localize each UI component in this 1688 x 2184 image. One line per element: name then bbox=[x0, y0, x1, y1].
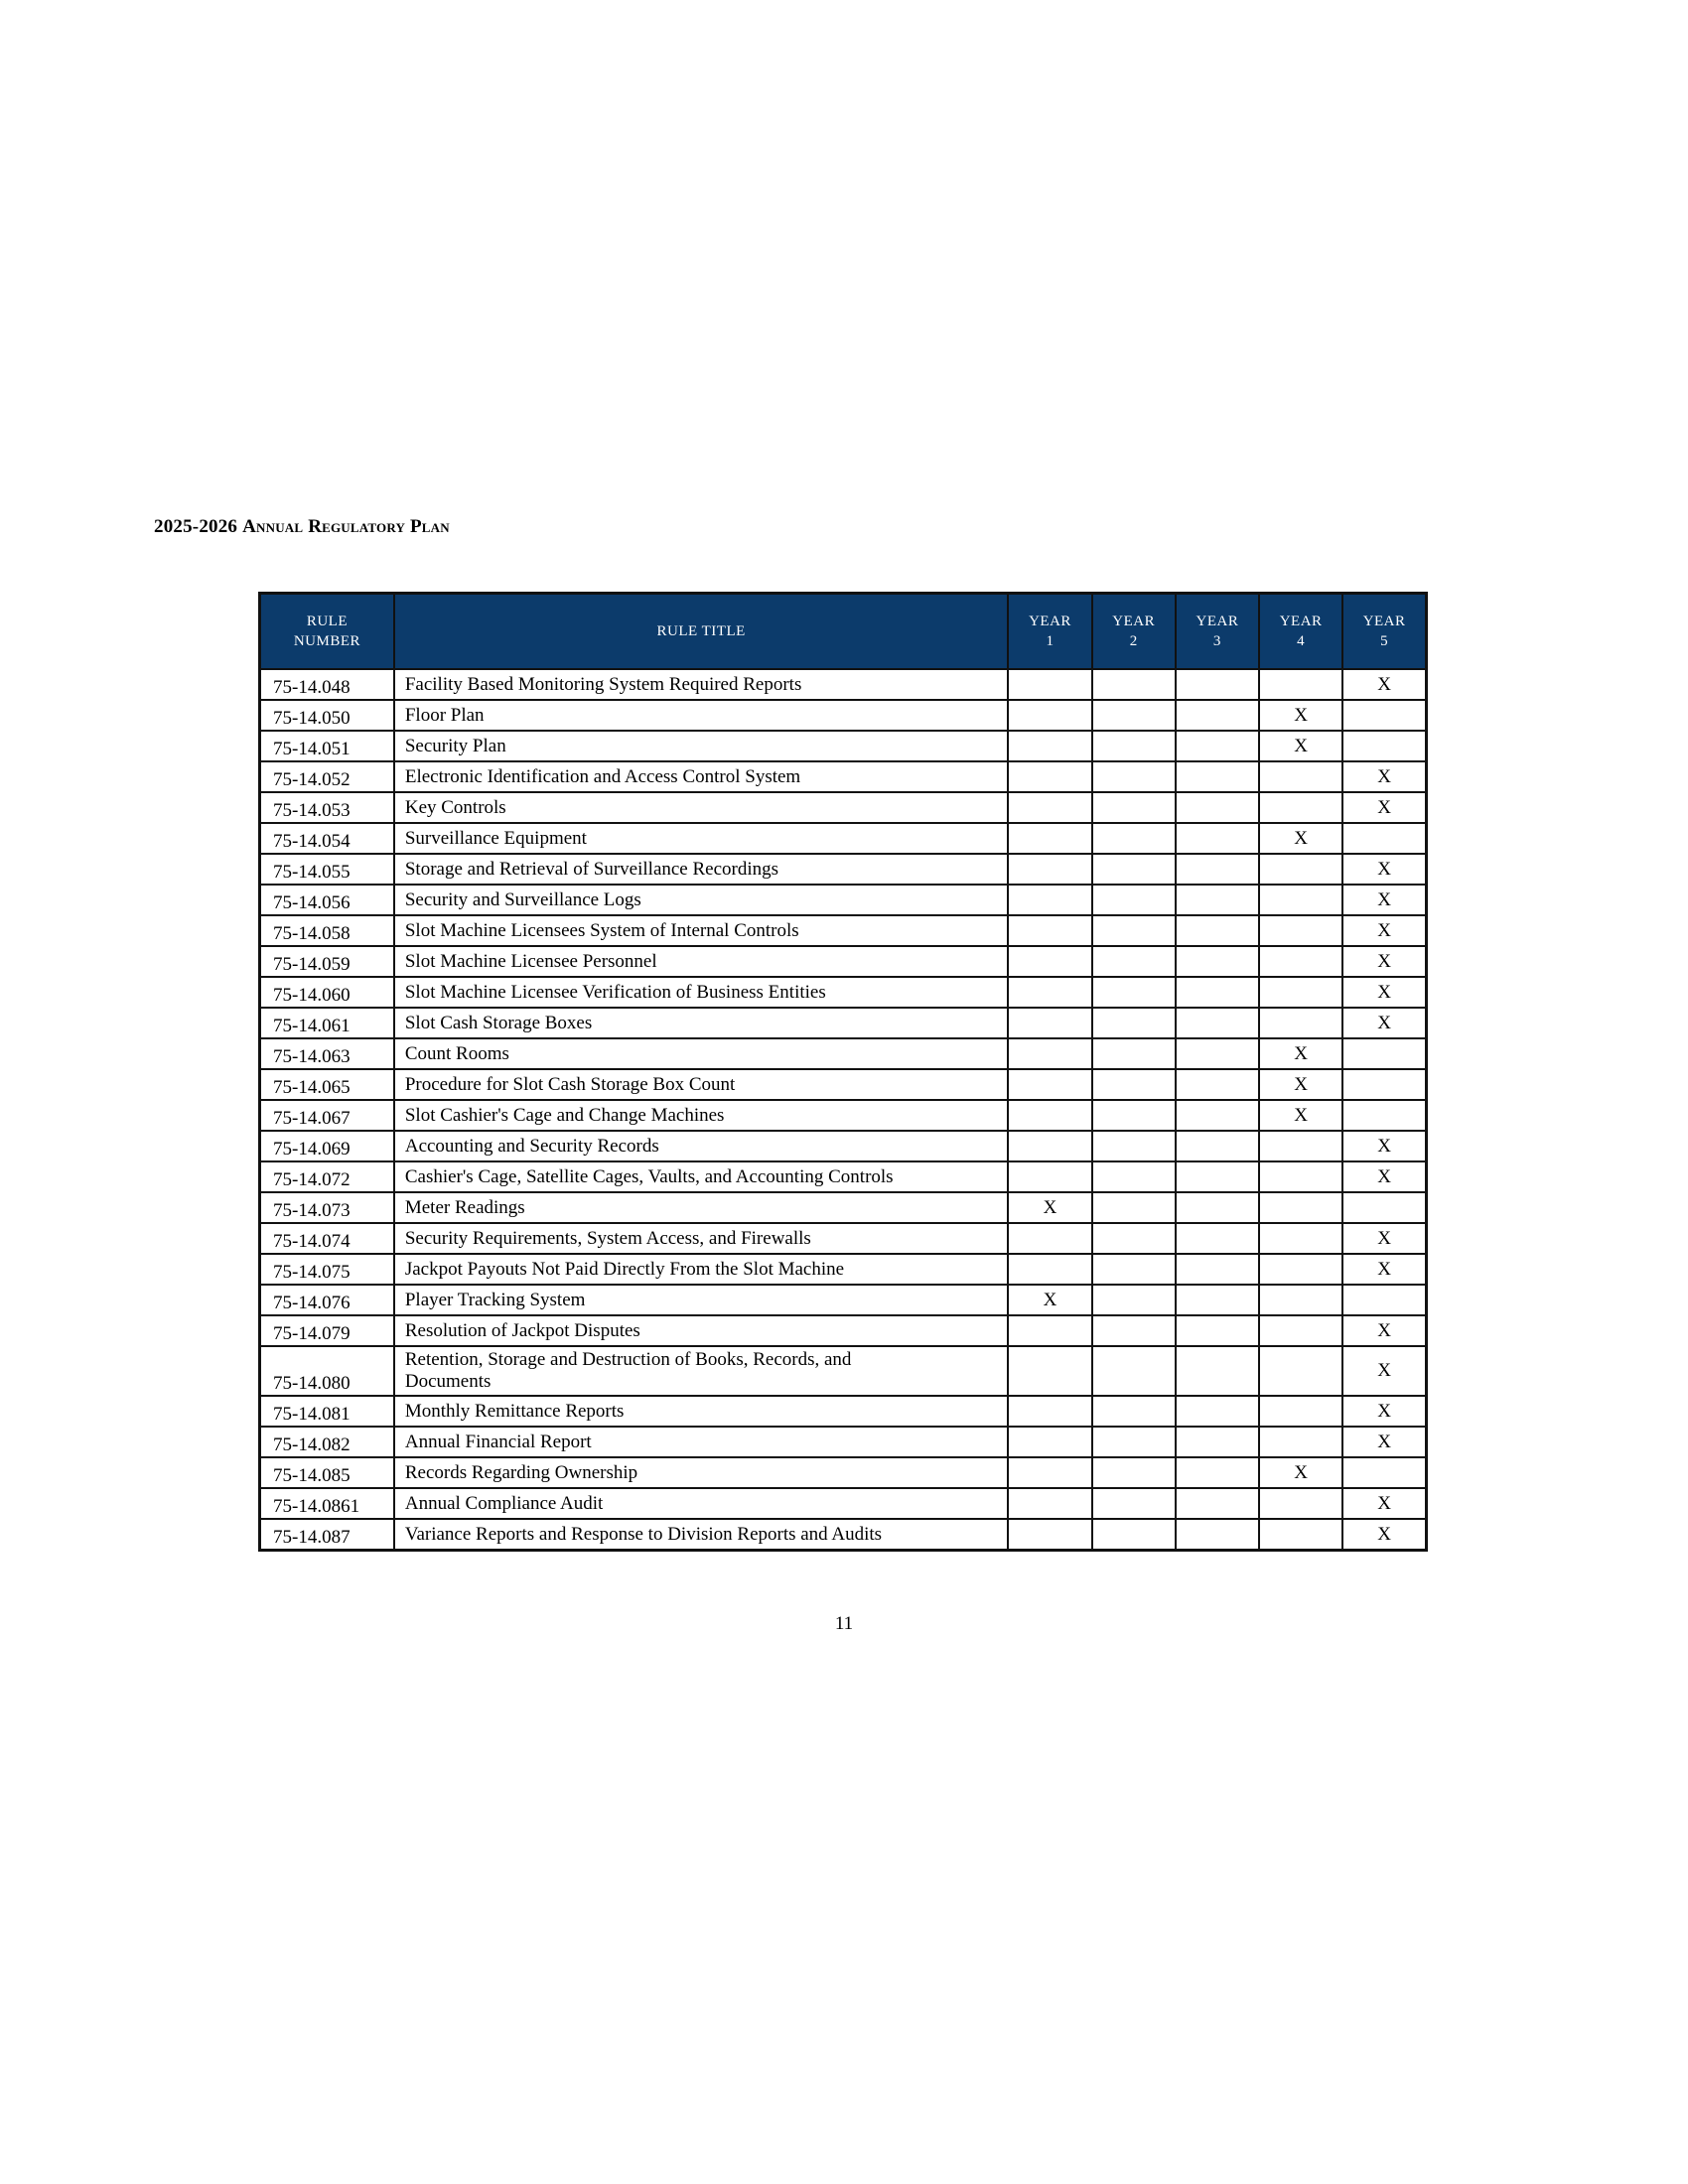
year-4-cell bbox=[1259, 1315, 1342, 1346]
rule-title-cell: Slot Cash Storage Boxes bbox=[394, 1008, 1009, 1038]
year-4-cell bbox=[1259, 885, 1342, 915]
year-1-cell: X bbox=[1008, 1285, 1091, 1315]
year-3-cell bbox=[1176, 1519, 1259, 1551]
year-4-cell: X bbox=[1259, 1100, 1342, 1131]
year-5-cell: X bbox=[1342, 669, 1426, 700]
table-row bbox=[260, 1457, 1427, 1488]
year-3-cell bbox=[1176, 1488, 1259, 1519]
table-row bbox=[260, 1315, 1427, 1346]
year-4-cell: X bbox=[1259, 1038, 1342, 1069]
year-4-cell bbox=[1259, 1427, 1342, 1457]
year-5-cell: X bbox=[1342, 1488, 1426, 1519]
year-2-cell bbox=[1092, 1161, 1176, 1192]
year-4-cell bbox=[1259, 1285, 1342, 1315]
header-title: Annual Regulatory Plan bbox=[242, 516, 450, 537]
rule-number-cell: 75-14.067 bbox=[260, 1100, 394, 1131]
rule-title-cell: Security Plan bbox=[394, 731, 1009, 761]
year-4-cell: X bbox=[1259, 1069, 1342, 1100]
year-5-cell bbox=[1342, 1038, 1426, 1069]
year-1-cell bbox=[1008, 1131, 1091, 1161]
rule-title-cell: Count Rooms bbox=[394, 1038, 1009, 1069]
year-3-cell bbox=[1176, 700, 1259, 731]
year-1-cell bbox=[1008, 885, 1091, 915]
rule-title-cell: Accounting and Security Records bbox=[394, 1131, 1009, 1161]
rule-number-cell: 75-14.061 bbox=[260, 1008, 394, 1038]
rule-title-cell: Player Tracking System bbox=[394, 1285, 1009, 1315]
year-2-cell bbox=[1092, 1457, 1176, 1488]
year-4-cell: X bbox=[1259, 731, 1342, 761]
table-row bbox=[260, 1488, 1427, 1519]
rule-number-cell: 75-14.072 bbox=[260, 1161, 394, 1192]
year-2-cell bbox=[1092, 731, 1176, 761]
table-row bbox=[260, 792, 1427, 823]
col-header-rule-number: RULE NUMBER bbox=[260, 594, 394, 670]
year-2-cell bbox=[1092, 1488, 1176, 1519]
rule-number-cell: 75-14.080 bbox=[260, 1346, 394, 1396]
year-2-cell bbox=[1092, 977, 1176, 1008]
year-2-cell bbox=[1092, 1038, 1176, 1069]
rule-title-cell: Monthly Remittance Reports bbox=[394, 1396, 1009, 1427]
table-row bbox=[260, 977, 1427, 1008]
year-3-cell bbox=[1176, 1223, 1259, 1254]
table-row bbox=[260, 1396, 1427, 1427]
year-2-cell bbox=[1092, 1223, 1176, 1254]
year-4-cell bbox=[1259, 854, 1342, 885]
year-5-cell: X bbox=[1342, 1254, 1426, 1285]
year-5-cell: X bbox=[1342, 1223, 1426, 1254]
rule-number-cell: 75-14.074 bbox=[260, 1223, 394, 1254]
rule-number-cell: 75-14.081 bbox=[260, 1396, 394, 1427]
col-header-year-3: YEAR 3 bbox=[1176, 594, 1259, 670]
year-1-cell bbox=[1008, 1069, 1091, 1100]
year-1-cell bbox=[1008, 1396, 1091, 1427]
year-5-cell: X bbox=[1342, 1131, 1426, 1161]
rule-title-cell: Storage and Retrieval of Surveillance Recordings bbox=[394, 854, 1009, 885]
year-5-cell: X bbox=[1342, 792, 1426, 823]
year-3-cell bbox=[1176, 1192, 1259, 1223]
rule-number-cell: 75-14.076 bbox=[260, 1285, 394, 1315]
table-row bbox=[260, 761, 1427, 792]
year-3-cell bbox=[1176, 1457, 1259, 1488]
year-5-cell: X bbox=[1342, 946, 1426, 977]
year-3-cell bbox=[1176, 977, 1259, 1008]
col-header-year-1: YEAR 1 bbox=[1008, 594, 1091, 670]
year-3-cell bbox=[1176, 823, 1259, 854]
year-5-cell bbox=[1342, 1192, 1426, 1223]
year-2-cell bbox=[1092, 1131, 1176, 1161]
year-1-cell bbox=[1008, 1161, 1091, 1192]
year-2-cell bbox=[1092, 1254, 1176, 1285]
year-3-cell bbox=[1176, 854, 1259, 885]
rule-title-cell: Key Controls bbox=[394, 792, 1009, 823]
year-5-cell bbox=[1342, 731, 1426, 761]
rule-number-cell: 75-14.051 bbox=[260, 731, 394, 761]
year-4-cell bbox=[1259, 1396, 1342, 1427]
year-1-cell bbox=[1008, 1254, 1091, 1285]
rule-number-cell: 75-14.052 bbox=[260, 761, 394, 792]
year-4-cell bbox=[1259, 977, 1342, 1008]
year-1-cell bbox=[1008, 731, 1091, 761]
rule-title-cell: Variance Reports and Response to Division Reports and Audits bbox=[394, 1519, 1009, 1551]
year-4-cell bbox=[1259, 761, 1342, 792]
year-5-cell bbox=[1342, 1457, 1426, 1488]
table-row bbox=[260, 669, 1427, 700]
year-5-cell: X bbox=[1342, 1008, 1426, 1038]
table-row bbox=[260, 1427, 1427, 1457]
year-4-cell bbox=[1259, 946, 1342, 977]
year-2-cell bbox=[1092, 1285, 1176, 1315]
year-2-cell bbox=[1092, 1100, 1176, 1131]
rule-title-cell: Slot Cashier's Cage and Change Machines bbox=[394, 1100, 1009, 1131]
year-4-cell bbox=[1259, 1131, 1342, 1161]
year-3-cell bbox=[1176, 1161, 1259, 1192]
year-1-cell bbox=[1008, 1457, 1091, 1488]
year-5-cell: X bbox=[1342, 1519, 1426, 1551]
year-2-cell bbox=[1092, 761, 1176, 792]
col-header-rule-title: RULE TITLE bbox=[394, 594, 1009, 670]
rule-number-cell: 75-14.056 bbox=[260, 885, 394, 915]
year-4-cell bbox=[1259, 1223, 1342, 1254]
table-row bbox=[260, 1100, 1427, 1131]
rule-title-cell: Retention, Storage and Destruction of Books, Records, and Documents bbox=[394, 1346, 1009, 1396]
rule-number-cell: 75-14.059 bbox=[260, 946, 394, 977]
year-3-cell bbox=[1176, 1285, 1259, 1315]
table-row bbox=[260, 1038, 1427, 1069]
table-header-row bbox=[260, 594, 1427, 670]
year-1-cell bbox=[1008, 915, 1091, 946]
rule-title-cell: Records Regarding Ownership bbox=[394, 1457, 1009, 1488]
year-2-cell bbox=[1092, 1008, 1176, 1038]
year-4-cell bbox=[1259, 792, 1342, 823]
year-4-cell bbox=[1259, 1161, 1342, 1192]
rule-title-cell: Procedure for Slot Cash Storage Box Count bbox=[394, 1069, 1009, 1100]
year-2-cell bbox=[1092, 792, 1176, 823]
year-3-cell bbox=[1176, 915, 1259, 946]
year-2-cell bbox=[1092, 1346, 1176, 1396]
rule-title-cell: Facility Based Monitoring System Required Reports bbox=[394, 669, 1009, 700]
year-3-cell bbox=[1176, 1315, 1259, 1346]
year-3-cell bbox=[1176, 946, 1259, 977]
year-1-cell bbox=[1008, 1100, 1091, 1131]
rule-number-cell: 75-14.087 bbox=[260, 1519, 394, 1551]
year-2-cell bbox=[1092, 854, 1176, 885]
rule-number-cell: 75-14.075 bbox=[260, 1254, 394, 1285]
year-5-cell: X bbox=[1342, 761, 1426, 792]
table-row bbox=[260, 915, 1427, 946]
regulatory-plan-table bbox=[258, 592, 1428, 1552]
year-1-cell bbox=[1008, 1427, 1091, 1457]
year-3-cell bbox=[1176, 792, 1259, 823]
year-4-cell bbox=[1259, 915, 1342, 946]
year-1-cell bbox=[1008, 977, 1091, 1008]
year-3-cell bbox=[1176, 761, 1259, 792]
year-2-cell bbox=[1092, 946, 1176, 977]
col-header-year-5: YEAR 5 bbox=[1342, 594, 1426, 670]
year-1-cell bbox=[1008, 669, 1091, 700]
year-5-cell bbox=[1342, 823, 1426, 854]
year-5-cell: X bbox=[1342, 854, 1426, 885]
year-1-cell: X bbox=[1008, 1192, 1091, 1223]
rule-title-cell: Surveillance Equipment bbox=[394, 823, 1009, 854]
year-1-cell bbox=[1008, 854, 1091, 885]
year-2-cell bbox=[1092, 823, 1176, 854]
year-2-cell bbox=[1092, 1315, 1176, 1346]
rule-number-cell: 75-14.065 bbox=[260, 1069, 394, 1100]
header-year: 2025-2026 bbox=[154, 516, 238, 537]
table-row bbox=[260, 1519, 1427, 1551]
table-row bbox=[260, 885, 1427, 915]
table-row bbox=[260, 854, 1427, 885]
year-4-cell bbox=[1259, 1346, 1342, 1396]
year-3-cell bbox=[1176, 669, 1259, 700]
year-4-cell bbox=[1259, 1008, 1342, 1038]
year-3-cell bbox=[1176, 1346, 1259, 1396]
year-3-cell bbox=[1176, 1427, 1259, 1457]
rule-number-cell: 75-14.048 bbox=[260, 669, 394, 700]
year-2-cell bbox=[1092, 669, 1176, 700]
table-row bbox=[260, 1161, 1427, 1192]
year-3-cell bbox=[1176, 1008, 1259, 1038]
year-5-cell bbox=[1342, 1100, 1426, 1131]
year-5-cell: X bbox=[1342, 1396, 1426, 1427]
year-5-cell: X bbox=[1342, 1161, 1426, 1192]
year-1-cell bbox=[1008, 700, 1091, 731]
col-header-year-4: YEAR 4 bbox=[1259, 594, 1342, 670]
year-4-cell bbox=[1259, 1519, 1342, 1551]
year-5-cell: X bbox=[1342, 977, 1426, 1008]
rule-title-cell: Electronic Identification and Access Control System bbox=[394, 761, 1009, 792]
rule-number-cell: 75-14.053 bbox=[260, 792, 394, 823]
year-1-cell bbox=[1008, 1315, 1091, 1346]
page-header bbox=[154, 516, 450, 538]
year-5-cell bbox=[1342, 1285, 1426, 1315]
year-5-cell: X bbox=[1342, 885, 1426, 915]
col-header-year-2: YEAR 2 bbox=[1092, 594, 1176, 670]
year-4-cell bbox=[1259, 1254, 1342, 1285]
year-3-cell bbox=[1176, 731, 1259, 761]
rule-title-cell: Annual Financial Report bbox=[394, 1427, 1009, 1457]
year-5-cell bbox=[1342, 1069, 1426, 1100]
rule-number-cell: 75-14.063 bbox=[260, 1038, 394, 1069]
table-row bbox=[260, 1008, 1427, 1038]
rule-title-cell: Security and Surveillance Logs bbox=[394, 885, 1009, 915]
year-1-cell bbox=[1008, 761, 1091, 792]
year-3-cell bbox=[1176, 1100, 1259, 1131]
rule-title-cell: Cashier's Cage, Satellite Cages, Vaults, and Accounting Controls bbox=[394, 1161, 1009, 1192]
year-3-cell bbox=[1176, 1396, 1259, 1427]
year-1-cell bbox=[1008, 946, 1091, 977]
rule-number-cell: 75-14.054 bbox=[260, 823, 394, 854]
year-2-cell bbox=[1092, 915, 1176, 946]
year-1-cell bbox=[1008, 1008, 1091, 1038]
year-1-cell bbox=[1008, 823, 1091, 854]
year-5-cell: X bbox=[1342, 1346, 1426, 1396]
page-number: 11 bbox=[834, 1613, 854, 1634]
year-5-cell: X bbox=[1342, 1427, 1426, 1457]
year-1-cell bbox=[1008, 1223, 1091, 1254]
table-row bbox=[260, 1069, 1427, 1100]
year-4-cell bbox=[1259, 1192, 1342, 1223]
rule-number-cell: 75-14.085 bbox=[260, 1457, 394, 1488]
rule-title-cell: Slot Machine Licensee Verification of Business Entities bbox=[394, 977, 1009, 1008]
year-5-cell: X bbox=[1342, 1315, 1426, 1346]
year-5-cell bbox=[1342, 700, 1426, 731]
year-5-cell: X bbox=[1342, 915, 1426, 946]
year-1-cell bbox=[1008, 1519, 1091, 1551]
year-4-cell: X bbox=[1259, 823, 1342, 854]
rule-number-cell: 75-14.073 bbox=[260, 1192, 394, 1223]
rule-title-cell: Slot Machine Licensee Personnel bbox=[394, 946, 1009, 977]
table-row bbox=[260, 1192, 1427, 1223]
rule-number-cell: 75-14.069 bbox=[260, 1131, 394, 1161]
table-row bbox=[260, 731, 1427, 761]
year-2-cell bbox=[1092, 885, 1176, 915]
table-row bbox=[260, 700, 1427, 731]
table-row bbox=[260, 1346, 1427, 1396]
year-4-cell: X bbox=[1259, 700, 1342, 731]
year-3-cell bbox=[1176, 1038, 1259, 1069]
rule-number-cell: 75-14.060 bbox=[260, 977, 394, 1008]
table-body bbox=[260, 669, 1427, 1551]
year-2-cell bbox=[1092, 1519, 1176, 1551]
year-3-cell bbox=[1176, 885, 1259, 915]
year-3-cell bbox=[1176, 1131, 1259, 1161]
year-4-cell bbox=[1259, 669, 1342, 700]
rule-title-cell: Slot Machine Licensees System of Internal Controls bbox=[394, 915, 1009, 946]
rule-number-cell: 75-14.079 bbox=[260, 1315, 394, 1346]
year-3-cell bbox=[1176, 1254, 1259, 1285]
rule-title-cell: Security Requirements, System Access, and Firewalls bbox=[394, 1223, 1009, 1254]
rule-title-cell: Resolution of Jackpot Disputes bbox=[394, 1315, 1009, 1346]
table-row bbox=[260, 1254, 1427, 1285]
year-1-cell bbox=[1008, 792, 1091, 823]
year-2-cell bbox=[1092, 1396, 1176, 1427]
year-4-cell bbox=[1259, 1488, 1342, 1519]
year-2-cell bbox=[1092, 700, 1176, 731]
year-2-cell bbox=[1092, 1192, 1176, 1223]
table-row bbox=[260, 946, 1427, 977]
rule-title-cell: Meter Readings bbox=[394, 1192, 1009, 1223]
rule-title-cell: Jackpot Payouts Not Paid Directly From the Slot Machine bbox=[394, 1254, 1009, 1285]
rule-number-cell: 75-14.082 bbox=[260, 1427, 394, 1457]
rule-title-cell: Annual Compliance Audit bbox=[394, 1488, 1009, 1519]
year-1-cell bbox=[1008, 1346, 1091, 1396]
table-row bbox=[260, 1223, 1427, 1254]
year-2-cell bbox=[1092, 1427, 1176, 1457]
table-row bbox=[260, 1285, 1427, 1315]
rule-title-cell: Floor Plan bbox=[394, 700, 1009, 731]
rule-number-cell: 75-14.0861 bbox=[260, 1488, 394, 1519]
rule-number-cell: 75-14.058 bbox=[260, 915, 394, 946]
year-1-cell bbox=[1008, 1488, 1091, 1519]
rule-number-cell: 75-14.055 bbox=[260, 854, 394, 885]
year-4-cell: X bbox=[1259, 1457, 1342, 1488]
year-3-cell bbox=[1176, 1069, 1259, 1100]
rule-number-cell: 75-14.050 bbox=[260, 700, 394, 731]
table-row bbox=[260, 1131, 1427, 1161]
table-row bbox=[260, 823, 1427, 854]
year-1-cell bbox=[1008, 1038, 1091, 1069]
year-2-cell bbox=[1092, 1069, 1176, 1100]
